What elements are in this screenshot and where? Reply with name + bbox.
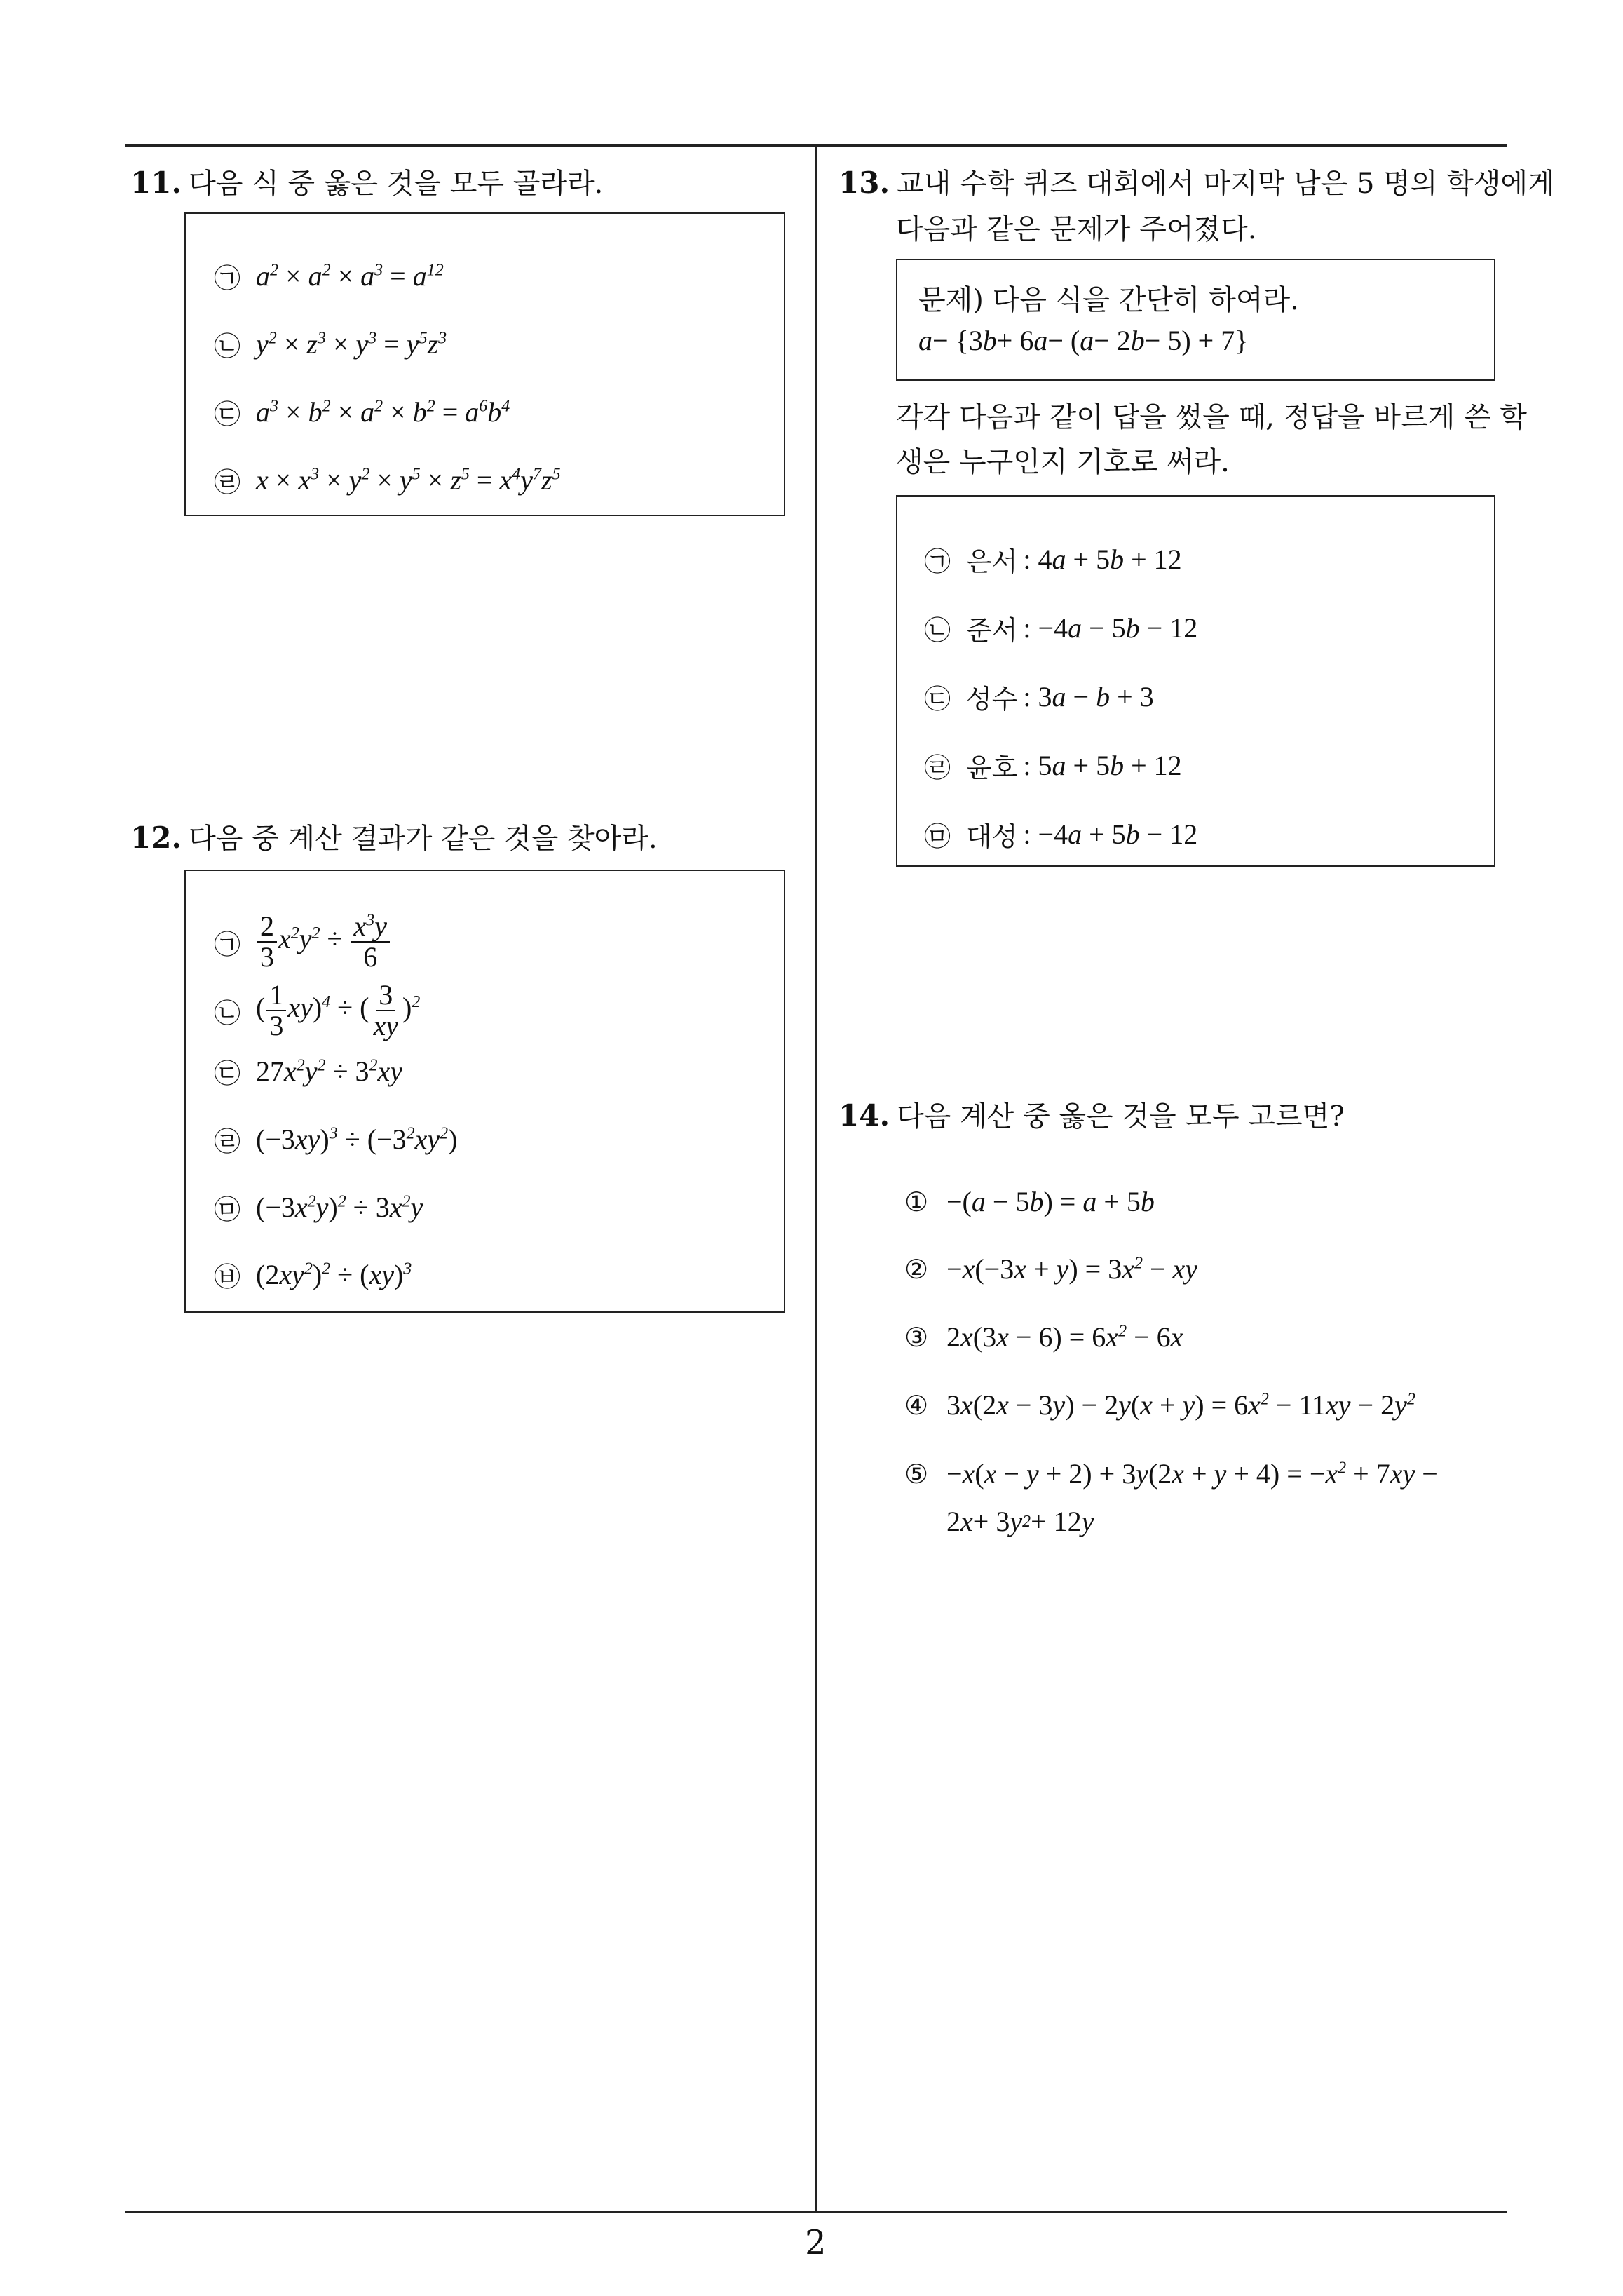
option-expression: $-x(x - y + 2) + 3y(2x + y + 4) = -x^2 + 7xy$ − xyxy=(946,1458,1438,1490)
q12-option-2 xyxy=(214,980,420,1041)
question-prompt: 다음 중 계산 결과가 같은 것을 찾아라. xyxy=(189,823,658,855)
option-expression: $a^3 \times b^2 \times a^2 \times b^2 = a^6b^4$ xyxy=(256,396,510,428)
question-number: 13. xyxy=(838,166,890,200)
page-number: 2 xyxy=(805,2223,827,2262)
q12-option-6 xyxy=(214,1255,412,1294)
q11-option-3 xyxy=(214,393,510,431)
option-expression: $2x(3x - 6) = 6x^2 - 6x$ xyxy=(946,1321,1183,1353)
option-marker: ㉡ xyxy=(214,997,241,1029)
option-marker: ㉠ xyxy=(214,928,241,960)
q14-option-5-line2: 2 x + 3 y 2 + 12 y xyxy=(946,1506,1094,1537)
q13-answer-1 xyxy=(924,540,1182,579)
q12-option-5 xyxy=(214,1188,423,1227)
option-marker: ㉣ xyxy=(214,467,241,498)
option-expression: $27x^2y^2 \div 3^2xy$ xyxy=(256,1055,402,1087)
question-13 xyxy=(838,160,1555,207)
q13-answer-3 xyxy=(924,677,1154,716)
option-expression: : −4a − 5b − 12 xyxy=(1023,612,1198,644)
student-name: 은서 xyxy=(966,546,1018,577)
option-expression: : 3a − b + 3 xyxy=(1023,681,1154,713)
option-expression: : 5a + 5b + 12 xyxy=(1023,750,1182,781)
option-expression: : 4a + 5b + 12 xyxy=(1023,543,1182,575)
option-marker: ② xyxy=(904,1253,929,1285)
option-marker: ④ xyxy=(904,1389,929,1421)
question-number: 14. xyxy=(838,1098,890,1133)
option-expression: $a^2 \times a^2 \times a^3 = a^{12}$ xyxy=(256,260,444,292)
option-marker: ㉡ xyxy=(924,615,951,646)
q14-option-5 xyxy=(904,1457,1438,1490)
student-name: 성수 xyxy=(966,684,1018,715)
option-marker: ㉤ xyxy=(214,1194,241,1225)
question-11 xyxy=(130,160,603,207)
q13-instruction-line1: 각각 다음과 같이 답을 썼을 때, 정답을 바르게 쓴 학 xyxy=(896,401,1527,433)
question-prompt: 다음 식 중 옳은 것을 모두 골라라. xyxy=(189,168,604,200)
option-expression: $y^2 \times z^3 \times y^3 = y^5z^3$ xyxy=(256,328,447,360)
option-marker: ㉣ xyxy=(214,1126,241,1157)
q13-answer-4 xyxy=(924,746,1182,785)
option-expression: $3x(2x - 3y) - 2y(x + y) = 6x^2 - 11xy - 2y^2$ xyxy=(946,1389,1415,1421)
q11-option-4 xyxy=(214,461,561,499)
q13-answer-5 xyxy=(924,815,1197,853)
student-name: 준서 xyxy=(966,615,1018,646)
option-expression: ( $\frac{1}{3}$ xy)$^4$ ÷ ( $\frac{3}{xy}$ )$^2$ xyxy=(256,979,421,1041)
question-prompt-line1: 교내 수학 퀴즈 대회에서 마지막 남은 5 명의 학생에게 xyxy=(897,168,1555,200)
question-12 xyxy=(130,815,658,862)
question-13-line2: 다음과 같은 문제가 주어졌다. xyxy=(896,213,1257,245)
q14-option-3 xyxy=(904,1321,1183,1353)
option-marker: ㉡ xyxy=(214,331,241,362)
option-marker: ㉢ xyxy=(924,684,951,715)
option-marker: ③ xyxy=(904,1321,929,1353)
option-marker: ㉥ xyxy=(214,1262,241,1292)
q12-option-1 xyxy=(214,912,391,972)
q12-option-4 xyxy=(214,1120,457,1159)
option-marker: ㉢ xyxy=(214,399,241,430)
option-marker: ㉢ xyxy=(214,1058,241,1089)
q14-option-1 xyxy=(904,1185,1155,1218)
option-expression: : −4a + 5b − 12 xyxy=(1023,818,1198,850)
option-marker: ㉤ xyxy=(924,821,951,852)
q11-option-2 xyxy=(214,325,447,363)
q14-option-4 xyxy=(904,1389,1415,1422)
option-expression: $(2xy^2)^2 \div (xy)^3$ xyxy=(256,1259,412,1290)
question-number: 11. xyxy=(130,166,182,200)
option-marker: ① xyxy=(904,1186,929,1217)
option-expression: $(-3xy)^3 \div (-3^2xy^2)$ xyxy=(256,1123,458,1155)
question-prompt: 다음 계산 중 옳은 것을 모두 고르면? xyxy=(897,1100,1345,1133)
student-name: 대성 xyxy=(966,821,1018,852)
bottom-rule xyxy=(125,2211,1507,2213)
q13-problem-expression: a − {3 b + 6 a − ( a − 2 b − 5) + 7} xyxy=(918,325,1249,356)
option-expression: $-x(-3x + y) = 3x^2$ − xy xyxy=(946,1253,1198,1285)
q11-option-1 xyxy=(214,257,444,295)
option-expression: $x \times x^3 \times y^2 \times y^5 \times z^5 = x^4y^7z^5$ xyxy=(256,464,561,496)
option-marker: ㉣ xyxy=(924,752,951,783)
option-marker: ㉠ xyxy=(924,546,951,577)
column-divider xyxy=(815,144,817,2212)
question-14 xyxy=(838,1093,1345,1140)
option-marker: ⑤ xyxy=(904,1458,929,1490)
q13-answer-2 xyxy=(924,609,1197,647)
option-expression: $\frac{2}{3}$ $x^2y^2$ ÷ $\frac{x^3y}{6}$ xyxy=(256,912,391,972)
q13-instruction-line2: 생은 누구인지 기호로 써라. xyxy=(896,446,1230,478)
q13-problem-title: 문제) 다음 식을 간단히 하여라. xyxy=(918,284,1299,316)
student-name: 윤호 xyxy=(966,752,1018,783)
option-marker: ㉠ xyxy=(214,263,241,294)
option-expression: −(a − 5b) = a + 5b xyxy=(946,1186,1155,1217)
q14-option-2 xyxy=(904,1252,1197,1285)
q12-option-3 xyxy=(214,1052,402,1090)
question-number: 12. xyxy=(130,821,182,855)
option-expression: $(-3x^2y)^2 \div 3x^2y$ xyxy=(256,1191,423,1223)
